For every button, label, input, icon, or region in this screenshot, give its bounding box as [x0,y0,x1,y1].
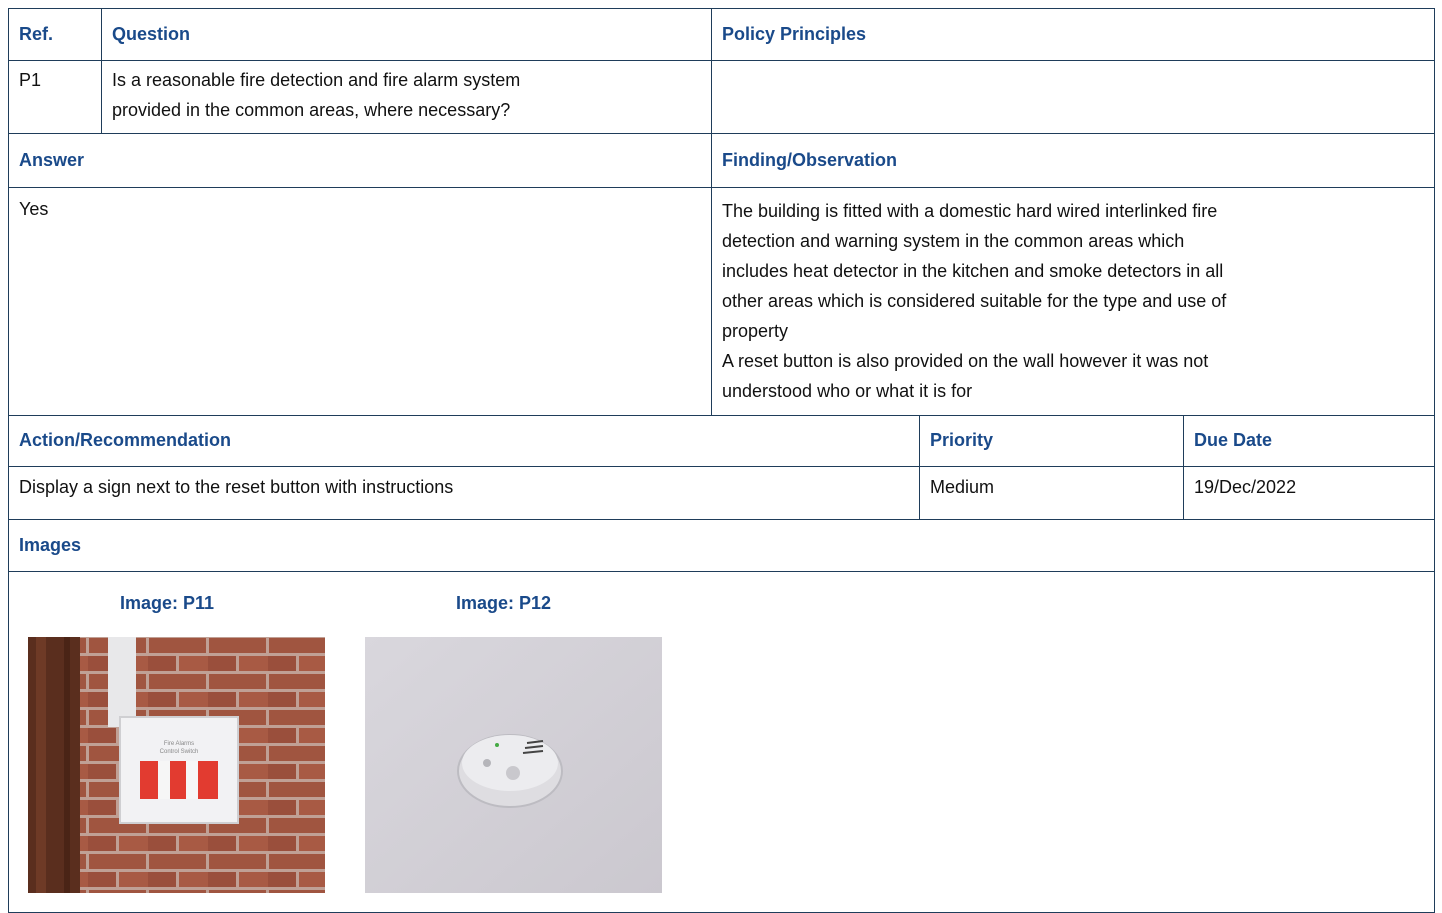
policy-value [711,60,1434,133]
images-header: Images [19,534,82,555]
finding-line: other areas which is considered suitable for the type and use of [722,291,1227,311]
ref-header: Ref. [19,24,54,44]
header-row-question [9,9,1434,61]
due-date-header: Due Date [1183,415,1434,466]
fire-alarm-switch-image [28,637,325,893]
switch-label-1: Fire Alarms [163,741,195,747]
question-text [101,60,711,133]
finding-line: property [722,321,789,341]
answer-value: Yes [19,199,49,219]
header-row-images [9,519,1434,572]
header-row-answer [9,133,1434,188]
finding-line: understood who or what it is for [722,381,973,401]
switch-label-2: Control Switch [159,749,199,755]
finding-line: includes heat detector in the kitchen and smoke detectors in all [722,261,1224,281]
question-line: Is a reasonable fire detection and fire alarm system [112,70,521,90]
header-row-action [9,415,1434,467]
priority-header: Priority [919,415,1183,466]
finding-header: Finding/Observation [711,133,1434,187]
question-row [9,60,1434,134]
action-row [9,466,1434,520]
image-caption-p12: Image: P12 [456,593,552,613]
image-caption-p11: Image: P11 [120,593,215,613]
finding-line: The building is fitted with a domestic hard wired interlinked fire [722,201,1218,221]
answer-row [9,187,1434,416]
finding-line: A reset button is also provided on the wall however it was not [722,351,1209,371]
ref-value: P1 [19,70,42,90]
finding-line: detection and warning system in the common areas which [722,231,1185,251]
smoke-detector-image [365,637,662,893]
action-value: Display a sign next to the reset button with instructions [19,477,454,497]
photo-smoke-detector[interactable] [365,637,662,893]
priority-value: Medium [919,466,1183,519]
finding-text [711,187,1434,415]
answer-header: Answer [19,149,85,170]
photo-fire-alarm-switch[interactable] [28,637,325,893]
inspection-table [8,8,1435,913]
policy-header: Policy Principles [711,9,1434,60]
question-line: provided in the common areas, where necessary? [112,100,511,120]
due-date-value: 19/Dec/2022 [1183,466,1434,519]
action-header: Action/Recommendation [19,430,232,450]
question-header: Question [101,9,711,60]
